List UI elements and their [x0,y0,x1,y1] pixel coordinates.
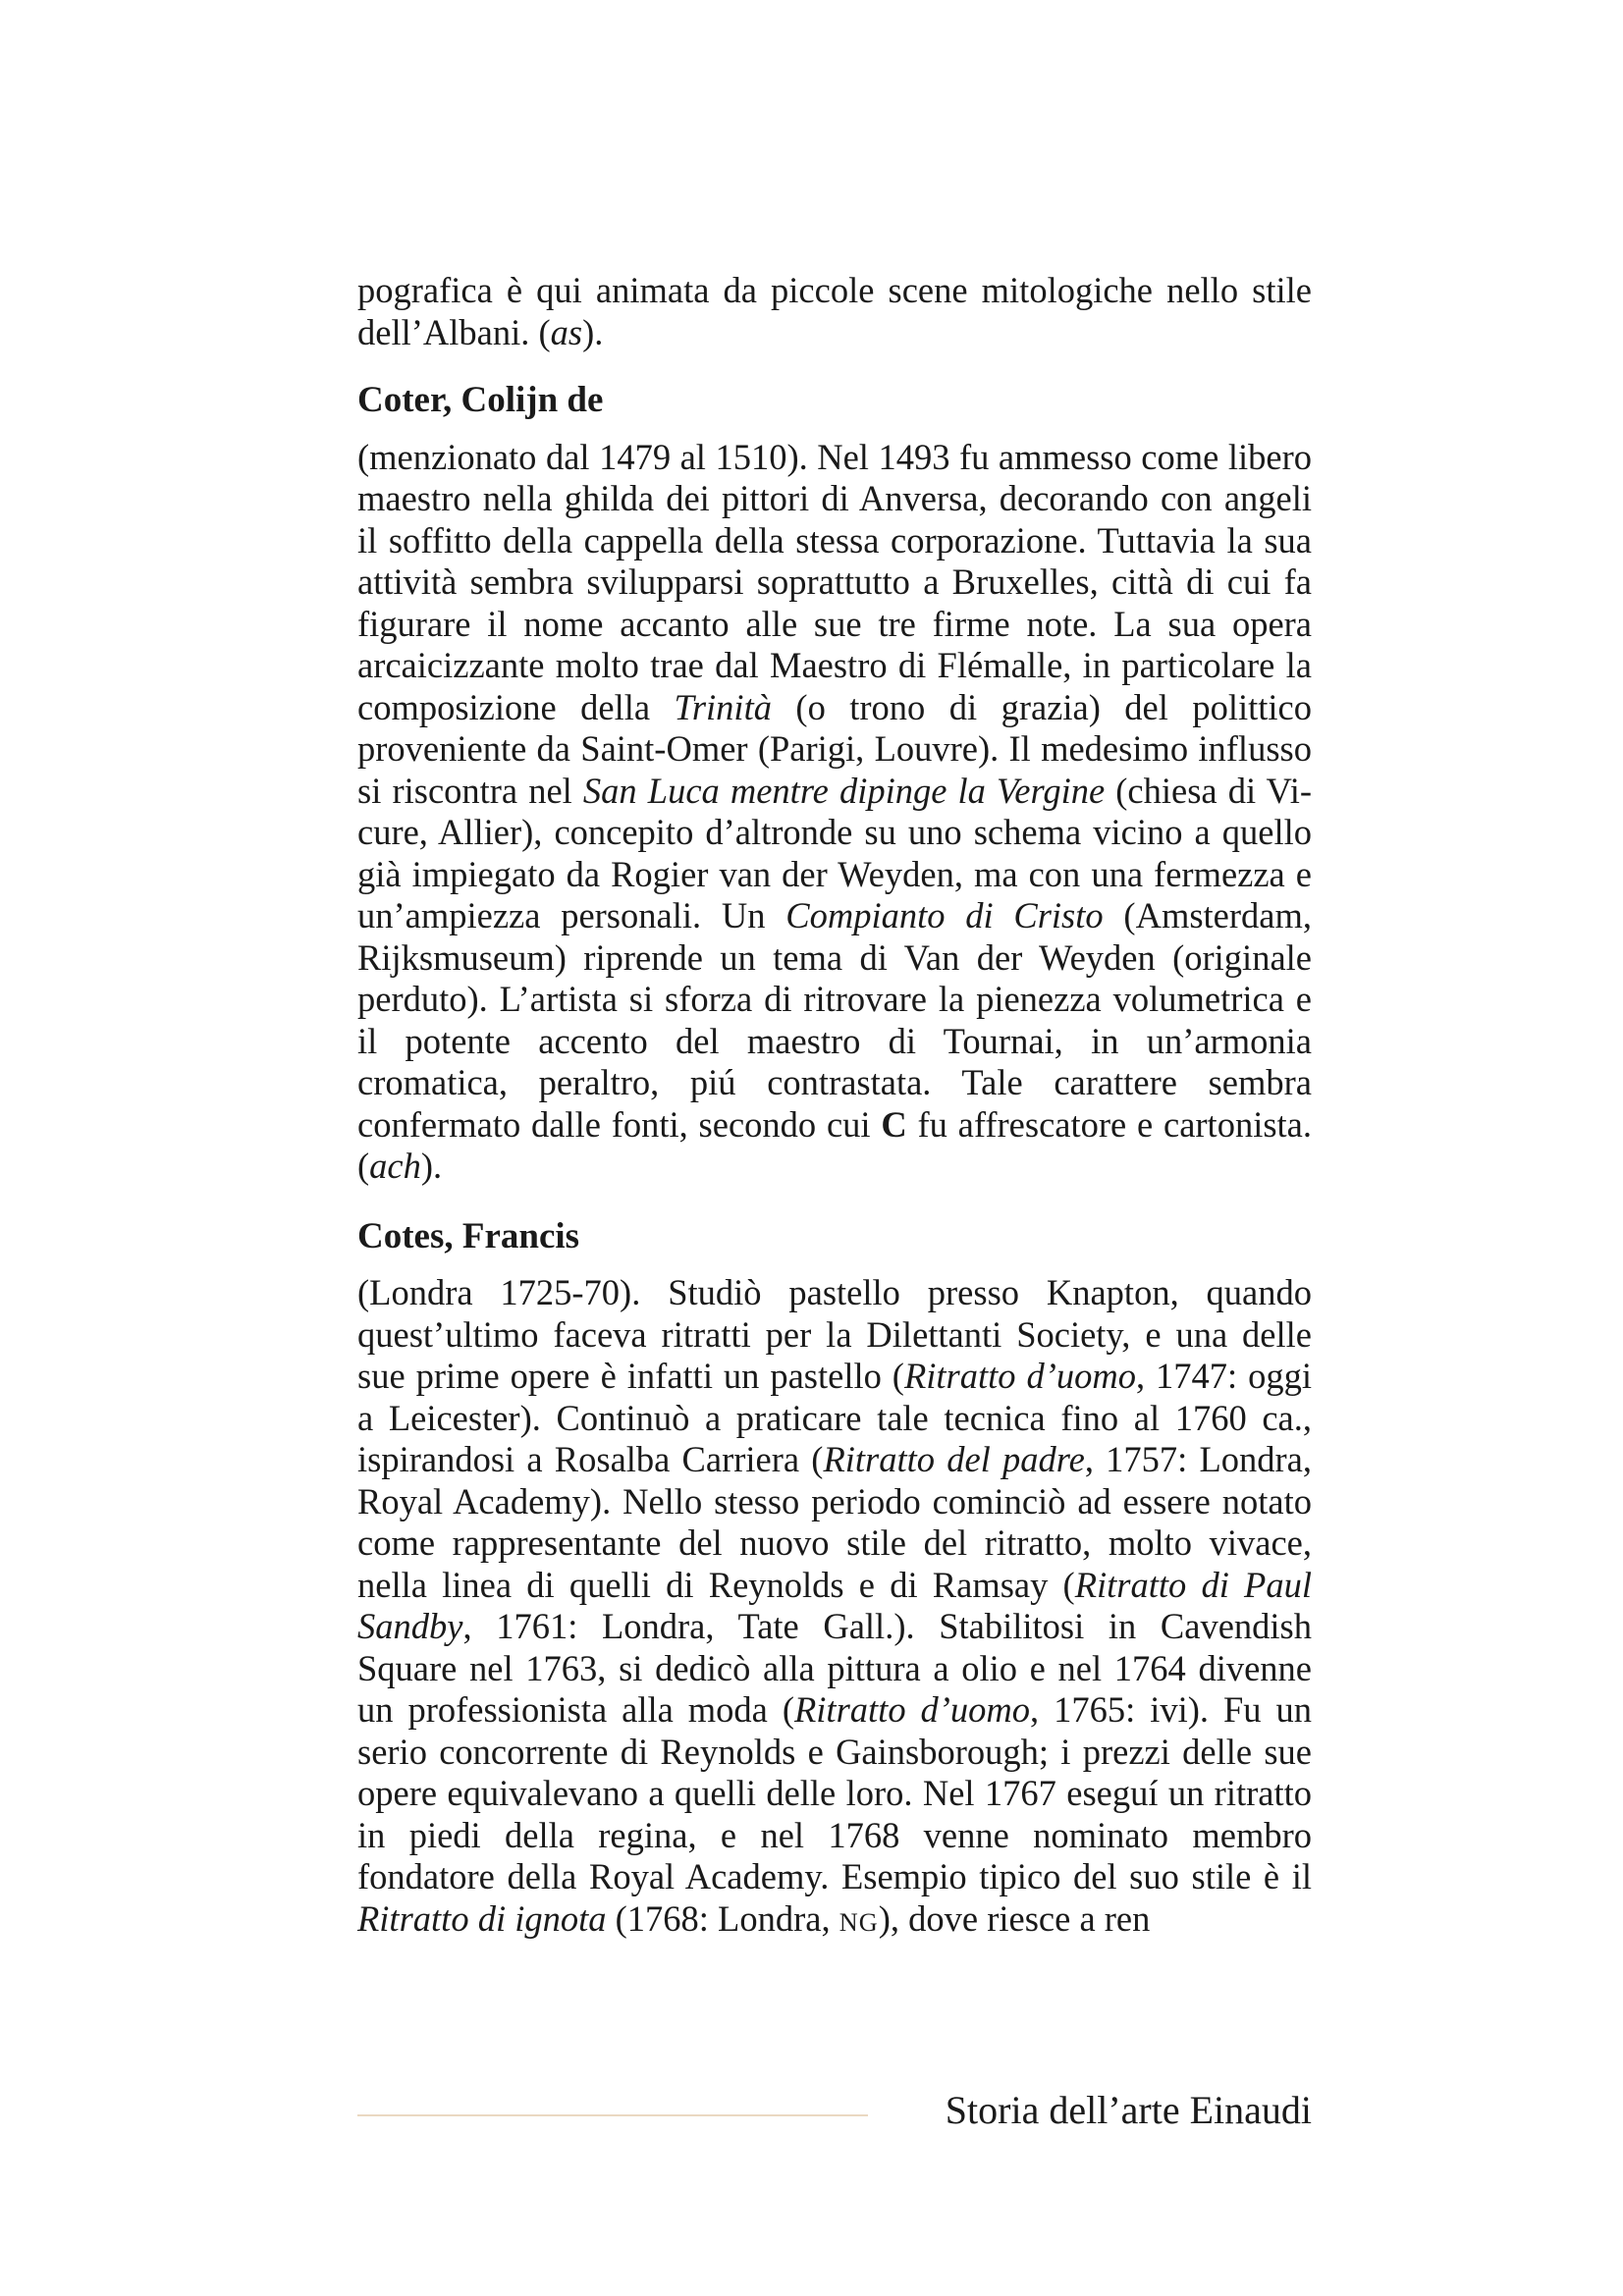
coter-work-san-luca: San Luca mentre dipinge la Vergine [582,770,1106,811]
coter-text-1: (menzionato dal 1479 al 1510). Nel 1493 fu ammesso come libero maestro nella ghilda dei pittori di Anversa, decorando con angeli il soffitto della cappella della stessa corporazione. Tuttavia la sua attività sembra svilupparsi soprattutto a Bruxelles, città di cui fa figurare il nome accanto alle sue tre firme note. La sua opera arcaicizzante molto trae dal Maestro di Flémalle, in particolare la composizione della [357,436,1312,727]
coter-text-6: ). [420,1146,443,1186]
footer-title: Storia dell’arte Einaudi [945,2088,1312,2132]
cotes-text-7: ), dove riesce a ren [878,1897,1151,1939]
coter-work-compianto: Compianto di Cristo [785,895,1104,935]
coter-text-2: (o trono di grazia) del polittico proveniente da Saint-Omer (Parigi, Louvre). Il medesimo influsso si riscontra nel [357,686,1312,811]
cotes-work-ritratto-padre: Ritratto del padre [823,1439,1085,1479]
museum-abbrev-ng: NG [839,1907,879,1937]
cotes-text-2: , 1747: oggi a Leicester). Continuò a praticare tale tecnica fino al 1760 ca., ispirandosi a Rosalba Carriera ( [357,1356,1312,1479]
author-initials-as: as [550,311,583,352]
cotes-work-ritratto-uomo-1747: Ritratto d’uomo [903,1356,1136,1396]
cotes-work-ritratto-uomo-1765: Ritratto d’uomo [794,1689,1031,1730]
coter-text-4: (Amsterdam, Rijksmuseum) riprende un tema di Van der Weyden (originale perduto). L’artista si sforza di ritrovare la pienezza volumetrica e il potente accento del maestro di Tournai, in un’armonia cromatica, peraltro, piú contrastata. Tale carattere sembra confermato dalle fonti, secondo cui [357,895,1312,1145]
author-initials-ach: ach [369,1146,421,1186]
entry-heading-coter: Coter, Colijn de [357,380,604,420]
cotes-text-1: (Londra 1725-70). Studiò pastello presso Knapton, quando quest’ultimo faceva ritratti per la Dilettanti Society, e una delle sue prime opere è infatti un pastello ( [357,1272,1312,1396]
coter-work-trinita: Trinità [674,686,772,727]
cotes-work-paul-sandby: Ritratto di Paul Sandby [357,1564,1312,1646]
entry-heading-cotes: Cotes, Francis [357,1215,580,1256]
intro-text-2: ). [582,311,604,352]
cotes-work-ritratto-ignota: Ritratto di ignota [357,1897,607,1939]
entry-body-coter [357,437,1312,1188]
cotes-text-3: , 1757: Londra, Royal Academy). Nello stesso periodo cominciò ad essere notato come rappresentante del nuovo stile del ritratto, molto vivace, nella linea di quelli di Reynolds e di Ramsay ( [357,1439,1312,1605]
footer-rule [357,2114,868,2116]
cotes-text-4: , 1761: Londra, Tate Gall.). Stabilitosi in Cavendish Square nel 1763, si dedicò alla pittura a olio e nel 1764 divenne un professionista alla moda ( [357,1606,1312,1730]
cotes-text-5: , 1765: ivi). Fu un serio concorrente di Reynolds e Gainsborough; i prezzi delle sue opere equivalevano a quelli delle loro. Nel 1767 eseguí un ritratto in piedi della regina, e nel 1768 venne nominato membro fondatore della Royal Academy. Esempio tipico del suo stile è il [357,1689,1312,1896]
cotes-text-6: (1768: Londra, [606,1897,839,1939]
entry-body-cotes [357,1272,1312,1944]
text-column [357,270,1312,1944]
coter-abbrev-c: C [881,1103,907,1145]
intro-text-1: pografica è qui animata da piccole scene mitologiche nello stile dell’Albani. ( [357,270,1312,352]
intro-paragraph [357,270,1312,353]
coter-text-3: (chiesa di Vicure, Allier), concepito d’altronde su uno schema vicino a quello già impiegato da Rogier van der Weyden, ma con una fermezza e un’ampiezza personali. Un [357,770,1313,935]
coter-text-5: fu affrescatore e cartonista. ( [357,1103,1313,1186]
